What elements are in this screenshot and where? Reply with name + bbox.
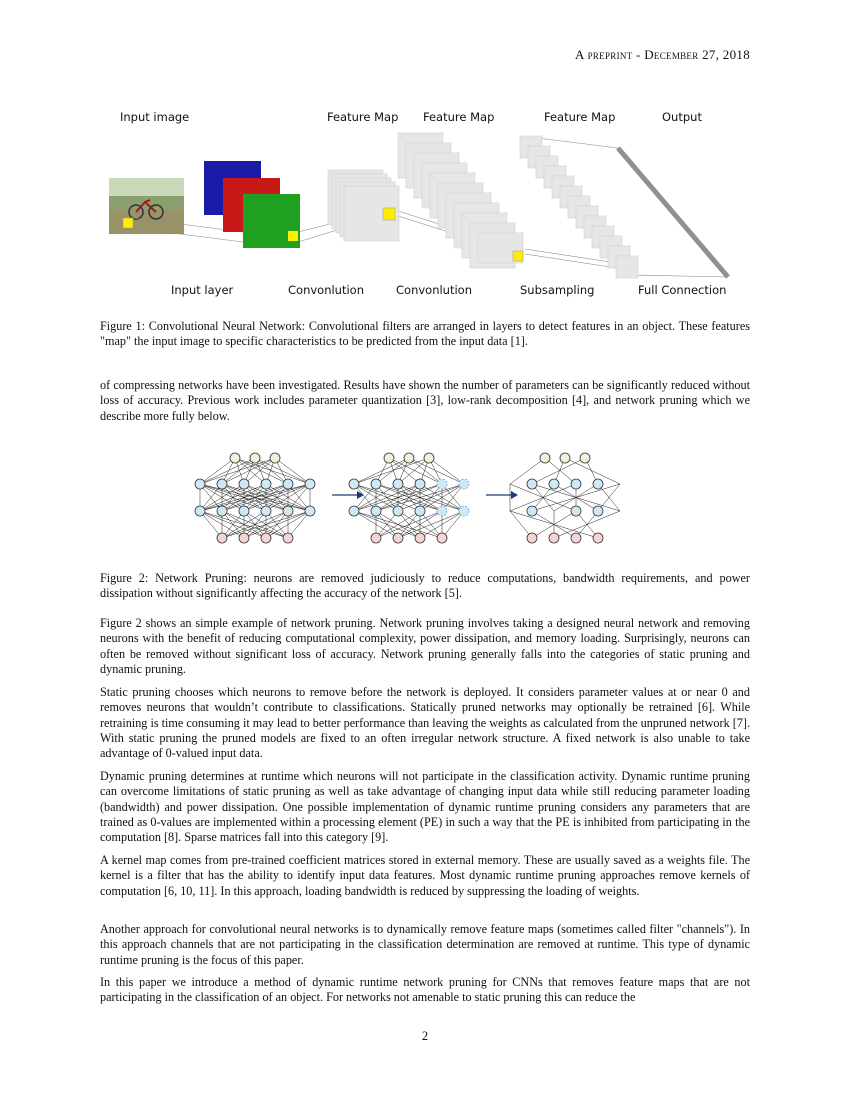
neuron	[283, 506, 293, 516]
label-feature-map-1: Feature Map	[327, 110, 399, 124]
neuron	[195, 506, 205, 516]
neuron	[571, 533, 581, 543]
connection-edge	[554, 511, 620, 538]
header-date: 27, 2018	[702, 47, 750, 62]
figure1-caption: Figure 1: Convolutional Neural Network: Convolutional filters are arranged in layers to detect features in an object. These features "map" the input image to specific characteristics to be predicted from the input data [1].	[100, 319, 750, 349]
feature-map-stack-1	[328, 170, 399, 241]
paragraph-1: Figure 2 shows an simple example of network pruning. Network pruning involves taking a designed neural network and removing neurons with the benefit of reducing computational complexity, power dissipation, and memory loading. Surprisingly, neurons can often be removed without significant loss of accuracy. Network pruning generally falls into the categories of static pruning and dynamic pruning.	[100, 616, 750, 676]
connection-edge	[376, 511, 442, 538]
neuron	[371, 506, 381, 516]
header-preprint: preprint	[587, 47, 633, 62]
neuron	[261, 506, 271, 516]
cnn-diagram	[100, 100, 750, 310]
input-image-photo	[109, 178, 184, 234]
neuron	[371, 533, 381, 543]
pruning-arrow-1	[332, 491, 364, 499]
neuron	[527, 506, 537, 516]
neuron	[239, 479, 249, 489]
running-header	[575, 47, 750, 63]
paragraph-5: Another approach for convolutional neural networks is to dynamically remove feature maps (sometimes called filter "channels"). In this approach channels that are not participating in the classification determination are removed at runtime. This type of dynamic runtime pruning is the focus of this paper.	[100, 922, 750, 967]
label-convolution-2: Convonlution	[396, 283, 472, 297]
paragraph-3: Dynamic pruning determines at runtime which neurons will not participate in the classification activity. Dynamic runtime pruning can overcome limitations of static pruning as well as take advantage of changing input data while still reducing parameter loading (bandwidth) and power dissipation. One possible implementation of dynamic runtime pruning considers any parameters that are trained as 0-values are implemented within a processing element (PE) in such a way that the PE is inhibited from participating in the computation [8]. Sparse matrices fall into this category [9].	[100, 769, 750, 845]
header-separator: -	[632, 47, 645, 62]
header-month: December	[644, 47, 699, 62]
neuron	[349, 506, 359, 516]
connection-edge	[398, 511, 464, 538]
neuron	[580, 453, 590, 463]
neuron	[571, 479, 581, 489]
neuron	[415, 479, 425, 489]
neuron	[305, 479, 315, 489]
neuron	[437, 533, 447, 543]
neuron	[270, 453, 280, 463]
neuron	[593, 506, 603, 516]
figure2-caption: Figure 2: Network Pruning: neurons are removed judiciously to reduce computations, bandwidth requirements, and power dissipation without significantly affecting the accuracy of the network [5].	[100, 571, 750, 601]
neuron	[217, 506, 227, 516]
header-a: A	[575, 47, 585, 62]
page-number: 2	[421, 1029, 429, 1043]
neuron	[250, 453, 260, 463]
label-output: Output	[662, 110, 702, 124]
pruning-arrow-2	[486, 491, 518, 499]
connection-edge	[545, 458, 576, 484]
pruned-neuron	[459, 479, 469, 489]
label-full-connection: Full Connection	[638, 283, 727, 297]
paragraph-6: In this paper we introduce a method of dynamic runtime network pruning for CNNs that removes feature maps that are not participating in the classification of an object. For networks not amenable to static pruning this can reduce the	[100, 975, 750, 1005]
label-convolution-1: Convonlution	[288, 283, 364, 297]
neuron	[384, 453, 394, 463]
neuron	[217, 533, 227, 543]
rgb-channels	[204, 161, 300, 248]
paragraph-4: A kernel map comes from pre-trained coefficient matrices stored in external memory. These are usually saved as a weights file. The kernel is a filter that has the ability to identify input data features. Most dynamic runtime pruning approaches remove kernels of computation [6, 10, 11]. In this approach, loading bandwidth is reduced by suppressing the loading of weights.	[100, 853, 750, 898]
neuron	[549, 533, 559, 543]
neuron	[371, 479, 381, 489]
label-feature-map-2: Feature Map	[423, 110, 495, 124]
label-subsampling: Subsampling	[520, 283, 595, 297]
intro-paragraph: of compressing networks have been investigated. Results have shown the number of parameters can be significantly reduced without loss of accuracy. Previous work includes parameter quantization [3], low-rank decomposition [4], and network pruning which we describe more fully below.	[100, 378, 750, 423]
feature-map-stack-3	[520, 136, 638, 278]
neuron	[393, 506, 403, 516]
neuron	[415, 506, 425, 516]
pruned-neuron	[437, 479, 447, 489]
neuron	[230, 453, 240, 463]
neuron	[571, 506, 581, 516]
neuron	[593, 479, 603, 489]
pruned-neuron	[459, 506, 469, 516]
neuron	[217, 479, 227, 489]
neuron	[527, 533, 537, 543]
neuron	[393, 479, 403, 489]
connection-edge	[244, 511, 310, 538]
neuron	[305, 506, 315, 516]
neuron	[560, 453, 570, 463]
neuron	[424, 453, 434, 463]
neuron	[415, 533, 425, 543]
neuron	[283, 479, 293, 489]
neuron	[527, 479, 537, 489]
neuron	[261, 533, 271, 543]
neuron	[593, 533, 603, 543]
neuron	[540, 453, 550, 463]
neuron	[549, 479, 559, 489]
neuron	[239, 533, 249, 543]
label-input-image: Input image	[120, 110, 190, 124]
neuron	[404, 453, 414, 463]
neuron	[349, 479, 359, 489]
neuron	[195, 479, 205, 489]
neuron	[283, 533, 293, 543]
label-feature-map-3: Feature Map	[544, 110, 616, 124]
neuron	[239, 506, 249, 516]
paragraph-2: Static pruning chooses which neurons to remove before the network is deployed. It considers parameter values at or near 0 and removes neurons that wouldn’t contribute to classifications. Statically pruned networks may optionally be retrained [6]. While retraining is time consuming it may lead to better performance than leaving the weights as calculated from the unpruned network [7]. With static pruning the pruned models are fixed to an often irregular network structure. A fixed network is also unable to take advantage of 0-valued input data.	[100, 685, 750, 761]
pruned-neuron	[437, 506, 447, 516]
network-pruning-diagram	[100, 440, 750, 575]
label-input-layer: Input layer	[171, 283, 234, 297]
neuron	[261, 479, 271, 489]
neuron	[393, 533, 403, 543]
feature-map-stack-2	[398, 133, 523, 268]
